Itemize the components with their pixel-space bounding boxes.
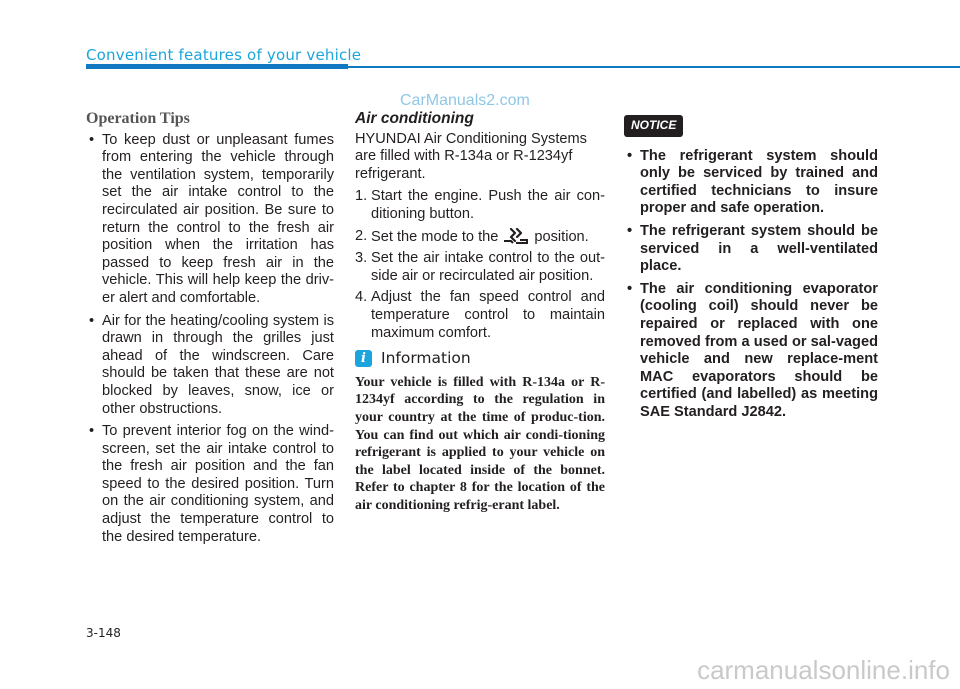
step-item xyxy=(355,289,605,342)
list-item-text: Air for the heating/cooling system is drawn in through the grilles just ahead of the windscreen. Care should be taken that these are not blocked by leaves, snow, ice or other obstructions. xyxy=(102,312,334,417)
notice-badge: NOTICE xyxy=(624,115,683,137)
column-operation-tips xyxy=(86,110,334,551)
column-notice xyxy=(624,110,878,427)
air-conditioning-heading: Air conditioning xyxy=(355,110,474,127)
list-item-text: The air conditioning evaporator (cooling coil) should never be repaired or replaced with one removed from a used or sal-vaged vehicle and new replace-ment MAC evaporators should be certified (and labelled) as meeting SAE Standard J2842. xyxy=(640,280,878,420)
bullet-dot: • xyxy=(627,147,633,164)
header-rule-thin xyxy=(348,66,960,68)
list-item-text: To prevent interior fog on the wind-screen, set the air intake control to the fresh air position and the fan speed to the desired position. Turn on the air conditioning system, and adjust the temperature control to the desired temperature. xyxy=(102,423,334,545)
step-item xyxy=(355,188,605,223)
operation-tips-list xyxy=(86,132,334,547)
watermark-top: CarManuals2.com xyxy=(400,92,530,109)
bullet-dot: • xyxy=(89,312,95,329)
list-item-text: The refrigerant system should be serviced in a well-ventilated place. xyxy=(640,222,878,275)
footer-watermark: carmanualsonline.info xyxy=(697,655,950,685)
section-title: Convenient features of your vehicle xyxy=(86,46,362,64)
step-item xyxy=(355,228,605,247)
step-number: 1. xyxy=(355,188,368,205)
step-item xyxy=(355,250,605,285)
list-item-text: The refrigerant system should only be serviced by trained and certified technicians to insure proper and safe operation. xyxy=(640,147,878,217)
list-item xyxy=(624,223,878,276)
step-text-after: position. xyxy=(534,228,589,245)
step-number: 3. xyxy=(355,250,368,267)
step-number: 4. xyxy=(355,289,368,306)
list-item xyxy=(624,148,878,218)
list-item xyxy=(86,313,334,419)
air-conditioning-steps xyxy=(355,188,605,342)
page-number: 3-148 xyxy=(86,626,121,640)
list-item xyxy=(86,423,334,546)
information-title: Information xyxy=(381,349,471,368)
air-conditioning-intro: HYUNDAI Air Conditioning Systems are filled with R-134a or R-1234yf refrigerant. xyxy=(355,130,587,182)
bullet-dot: • xyxy=(627,280,633,297)
list-item xyxy=(624,281,878,422)
step-text: Adjust the fan speed control and temperature control to maintain maximum comfort. xyxy=(371,289,605,341)
information-text: Your vehicle is filled with R-134a or R-1234yf according to the regulation in your country at the time of produc-tion. You can find out which air condi-tioning refrigerant is applied to your vehicle on the label located inside of the bonnet. Refer to chapter 8 for the location of the air conditioning refrig-erant label. xyxy=(355,374,605,513)
floor-vent-mode-icon xyxy=(502,228,530,244)
bullet-dot: • xyxy=(627,222,633,239)
column-air-conditioning xyxy=(355,110,605,514)
operation-tips-heading: Operation Tips xyxy=(86,110,190,127)
step-text: Start the engine. Push the air con-ditioning button. xyxy=(371,188,605,222)
list-item-text: To keep dust or unpleasant fumes from entering the vehicle through the ventilation system, temporarily set the air intake control to the recirculated air position. Be sure to return the control to the fresh air position when the irritation has passed to keep fresh air in the vehicle. This will help keep the driv-er alert and comfortable. xyxy=(102,131,334,306)
header-rule-thick xyxy=(86,64,348,69)
step-text: Set the air intake control to the out-side air or recirculated air position. xyxy=(371,250,605,284)
list-item xyxy=(86,132,334,308)
notice-list xyxy=(624,148,878,422)
step-number: 2. xyxy=(355,227,368,244)
information-header xyxy=(355,350,605,368)
info-icon: i xyxy=(355,350,372,367)
step-text-before: Set the mode to the xyxy=(371,228,499,245)
bullet-dot: • xyxy=(89,423,95,440)
bullet-dot: • xyxy=(89,131,95,148)
